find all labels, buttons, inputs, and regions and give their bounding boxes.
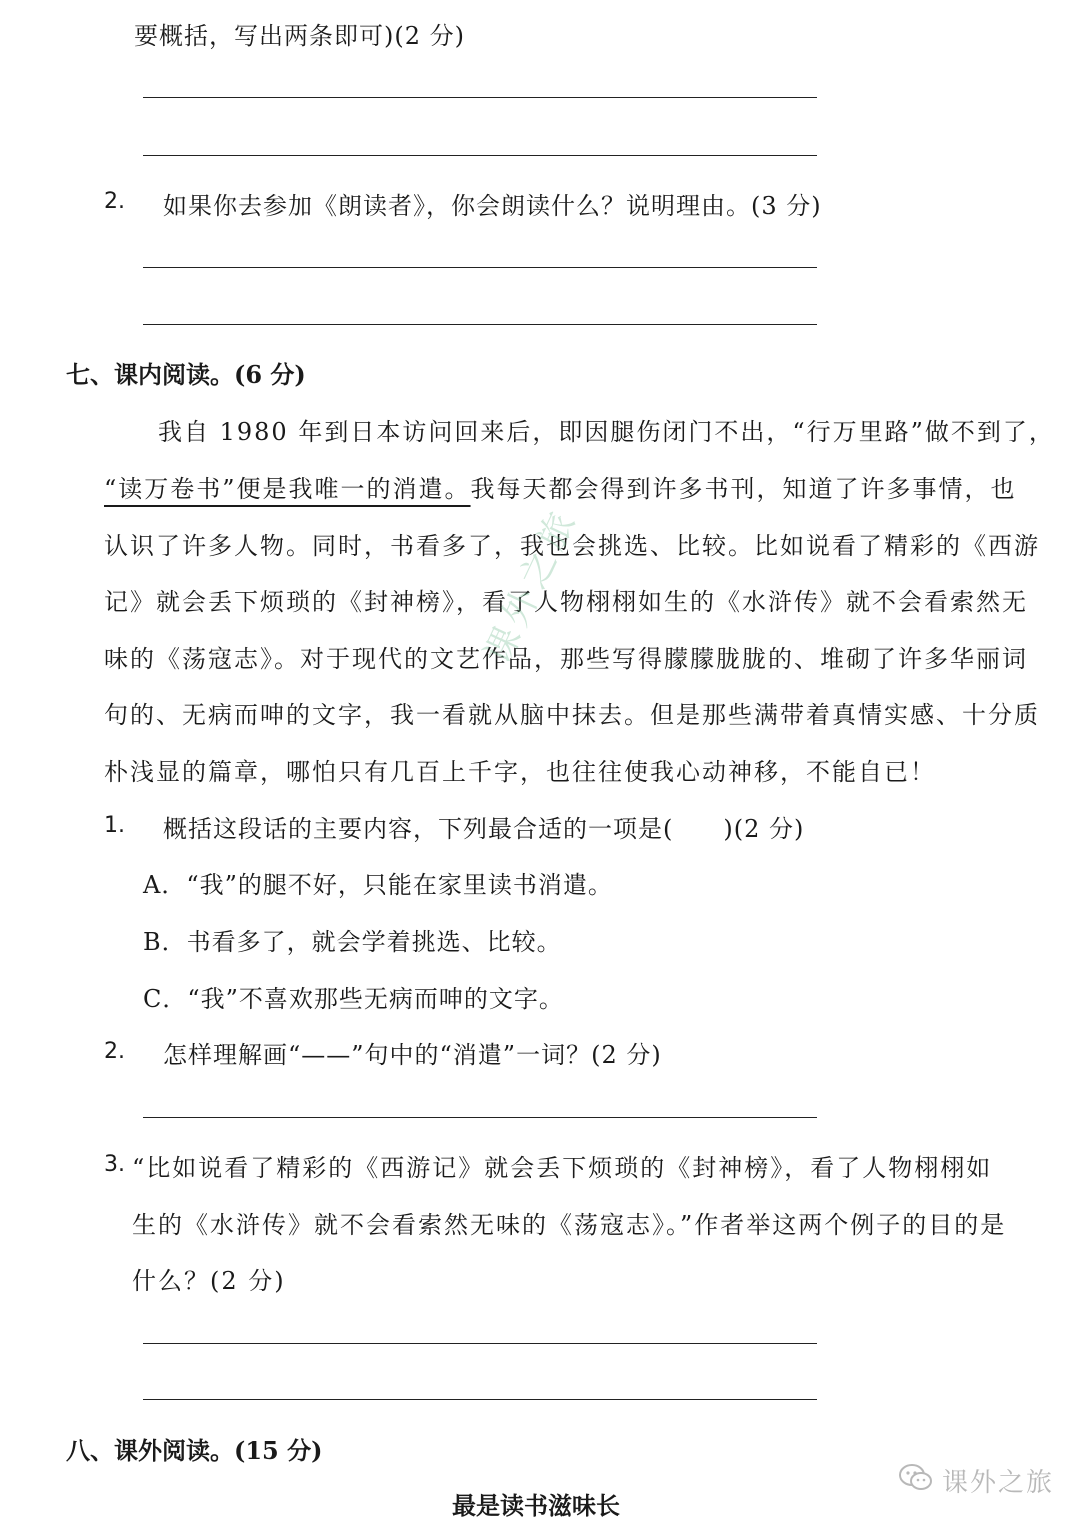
question-text: 生的《水浒传》就不会看索然无味的《荡寇志》。”作者举这两个例子的目的是 [132, 1211, 1007, 1239]
answer-line [143, 1117, 817, 1118]
answer-line [143, 1343, 817, 1344]
logo-text: 课外之旅 [942, 1468, 1055, 1498]
article-title: 最是读书滋味长 [452, 1491, 620, 1520]
option-c: C．“我”不喜欢那些无病而呻的文字。 [143, 985, 564, 1013]
passage-line: 句的、无病而呻的文字，我一看就从脑中抹去。但是那些满带着真情实感、十分质 [104, 701, 1040, 729]
question-text-tail: 要概括，写出两条即可)(2 分) [134, 22, 465, 50]
option-b: B．书看多了，就会学着挑选、比较。 [143, 928, 562, 956]
passage-text: 我每天都会得到许多书刊，知道了许多事情，也 [470, 475, 1017, 503]
section-title: 八、课外阅读。(15 分) [66, 1436, 323, 1465]
passage-line: 朴浅显的篇章，哪怕只有几百上千字，也往往使我心动神移，不能自已！ [104, 758, 936, 786]
answer-line [143, 324, 817, 325]
question-number: 3. [104, 1152, 125, 1177]
account-logo [898, 1462, 1054, 1499]
answer-line [143, 267, 817, 268]
answer-line [143, 1399, 817, 1400]
question-number: 1. [104, 813, 125, 838]
wechat-icon [898, 1463, 934, 1499]
question-text: 如果你去参加《朗读者》，你会朗读什么？说明理由。(3 分) [163, 192, 822, 220]
passage-line: 记》就会丢下烦琐的《封神榜》，看了人物栩栩如生的《水浒传》就不会看索然无 [104, 588, 1028, 616]
passage-line: 认识了许多人物。同时，书看多了，我也会挑选、比较。比如说看了精彩的《西游 [104, 532, 1040, 560]
answer-line [143, 155, 817, 156]
question-number: 2. [104, 1039, 125, 1064]
watermark-text: 课外之旅 [477, 501, 586, 671]
answer-line [143, 97, 817, 98]
question-text: 概括这段话的主要内容，下列最合适的一项是( )(2 分) [163, 815, 805, 843]
question-text: 怎样理解画“——”句中的“消遣”一词？(2 分) [163, 1041, 662, 1069]
section-title: 七、课内阅读。(6 分) [66, 360, 306, 389]
question-text: 什么？(2 分) [132, 1267, 286, 1295]
passage-line: 味的《荡寇志》。对于现代的文艺作品，那些写得朦朦胧胧的、堆砌了许多华丽词 [104, 645, 1028, 673]
underlined-sentence: “读万卷书”便是我唯一的消遣。 [104, 475, 471, 503]
option-a: A．“我”的腿不好，只能在家里读书消遣。 [143, 871, 613, 899]
question-text: “比如说看了精彩的《西游记》就会丢下烦琐的《封神榜》，看了人物栩栩如 [132, 1154, 993, 1182]
question-number: 2. [104, 189, 125, 214]
passage-line: 我自 1980 年到日本访问回来后，即因腿伤闭门不出，“行万里路”做不到了， [158, 418, 1055, 446]
